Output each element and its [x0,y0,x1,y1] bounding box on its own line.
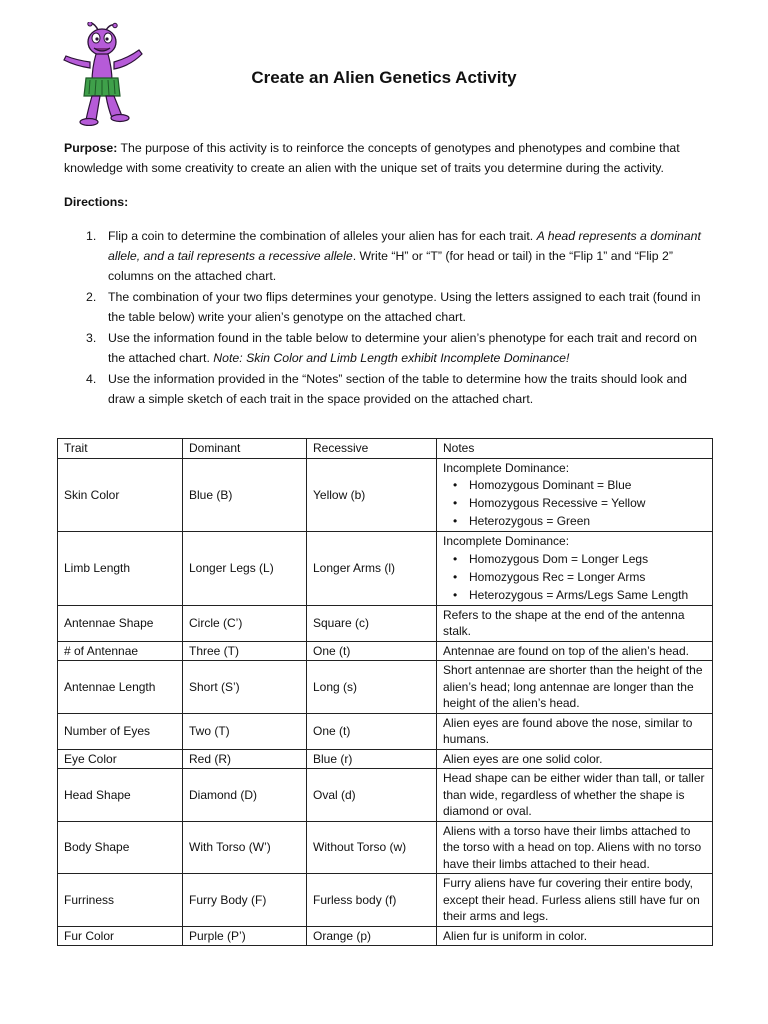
cell-notes: Aliens with a torso have their limbs attached to the torso with a head on top. Aliens with no torso have their limbs attached to their head. [437,821,713,874]
table-row [58,532,713,606]
step-emphasis: A head represents a dominant allele, and a tail represents a recessive allele [108,229,701,263]
cell-recessive: Furless body (f) [307,874,437,927]
cell-trait: Antennae Shape [58,605,183,641]
cell-notes: Refers to the shape at the end of the antenna stalk. [437,605,713,641]
cell-trait: Number of Eyes [58,713,183,749]
cell-dominant: Longer Legs (L) [183,532,307,606]
purpose-label: Purpose: [64,141,118,155]
note-bullets [443,550,706,604]
cell-trait: Head Shape [58,769,183,822]
note-bullets [443,476,706,530]
note-text: Incomplete Dominance: [443,460,570,475]
table-row [58,769,713,822]
cell-dominant: Red (R) [183,749,307,769]
cell-dominant: Circle (C’) [183,605,307,641]
cell-trait: # of Antennae [58,641,183,661]
cell-recessive: Without Torso (w) [307,821,437,874]
cell-notes: Alien eyes are found above the nose, similar to humans. [437,713,713,749]
table-row [58,821,713,874]
table-row [58,926,713,946]
purpose-paragraph [64,138,714,178]
cell-recessive: One (t) [307,641,437,661]
header-dominant: Dominant [183,439,307,459]
cell-dominant: Two (T) [183,713,307,749]
cell-trait: Fur Color [58,926,183,946]
direction-step [86,369,714,409]
cell-trait: Limb Length [58,532,183,606]
cell-notes [437,458,713,532]
cell-recessive: Yellow (b) [307,458,437,532]
cell-trait: Body Shape [58,821,183,874]
cell-recessive: Longer Arms (l) [307,532,437,606]
cell-recessive: Square (c) [307,605,437,641]
table-row [58,661,713,714]
step-number: 3. [86,331,97,345]
cell-notes: Head shape can be either wider than tall, or taller than wide, regardless of whether the shape is diamond or oval. [437,769,713,822]
note-bullet: • Heterozygous = Arms/Legs Same Length [469,586,706,604]
cell-dominant: Diamond (D) [183,769,307,822]
cell-notes [437,532,713,606]
table-row [58,605,713,641]
step-text: Use the information provided in the “Notes” section of the table to determine how the traits should look and draw a simple sketch of each trait in the space provided on the attached chart. [108,372,687,406]
header-recessive: Recessive [307,439,437,459]
step-text: The combination of your two flips determines your genotype. Using the letters assigned to each trait (found in the table below) write your alien’s genotype on the attached chart. [108,290,701,324]
cell-notes: Short antennae are shorter than the height of the alien’s head; long antennae are longer than the height of the alien’s head. [437,661,713,714]
table-row [58,458,713,532]
direction-step [86,226,714,286]
step-number: 2. [86,290,97,304]
cell-trait: Antennae Length [58,661,183,714]
cell-notes: Alien eyes are one solid color. [437,749,713,769]
step-text-end: . Write “H” or “T” (for head or tail) in the “Flip 1” and “Flip 2” columns on the attached chart. [108,249,673,283]
directions-list [86,226,714,410]
cell-trait: Furriness [58,874,183,927]
cell-dominant: Short (S’) [183,661,307,714]
note-bullet: • Homozygous Rec = Longer Arms [469,568,706,586]
cell-notes: Furry aliens have fur covering their entire body, except their head. Furless aliens still have fur on their arms and legs. [437,874,713,927]
cell-dominant: With Torso (W’) [183,821,307,874]
header-notes: Notes [437,439,713,459]
traits-table [57,438,713,946]
step-text: Use the information found in the table below to determine your alien’s phenotype for each trait and record on the attached chart. [108,331,698,365]
cell-trait: Eye Color [58,749,183,769]
cell-notes: Antennae are found on top of the alien’s head. [437,641,713,661]
table-row [58,641,713,661]
cell-recessive: Blue (r) [307,749,437,769]
note-bullet: • Homozygous Dom = Longer Legs [469,550,706,568]
note-bullet: • Homozygous Recessive = Yellow [469,494,706,512]
cell-recessive: Oval (d) [307,769,437,822]
table-row [58,874,713,927]
step-number: 4. [86,372,97,386]
cell-recessive: Long (s) [307,661,437,714]
step-text: Flip a coin to determine the combination of alleles your alien has for each trait. [108,229,537,243]
note-text: Incomplete Dominance: [443,534,570,548]
step-emphasis: Note: Skin Color and Limb Length exhibit Incomplete Dominance! [213,351,570,365]
note-bullet: • Homozygous Dominant = Blue [469,476,706,494]
page-title: Create an Alien Genetics Activity [251,68,517,87]
cell-dominant: Three (T) [183,641,307,661]
direction-step [86,287,714,327]
cell-recessive: Orange (p) [307,926,437,946]
header-trait: Trait [58,439,183,459]
table-row [58,713,713,749]
cell-notes: Alien fur is uniform in color. [437,926,713,946]
cell-trait: Skin Color [58,458,183,532]
table-row [58,749,713,769]
cell-dominant: Blue (B) [183,458,307,532]
cell-dominant: Furry Body (F) [183,874,307,927]
cell-recessive: One (t) [307,713,437,749]
note-bullet: • Heterozygous = Green [469,512,706,530]
direction-step [86,328,714,368]
step-number: 1. [86,229,97,243]
cell-dominant: Purple (P’) [183,926,307,946]
purpose-text: The purpose of this activity is to reinforce the concepts of genotypes and phenotypes and combine that knowledge with some creativity to create an alien with the unique set of traits you determine during the activity. [64,141,680,175]
table-header-row [58,439,713,459]
directions-heading: Directions: [64,195,129,209]
